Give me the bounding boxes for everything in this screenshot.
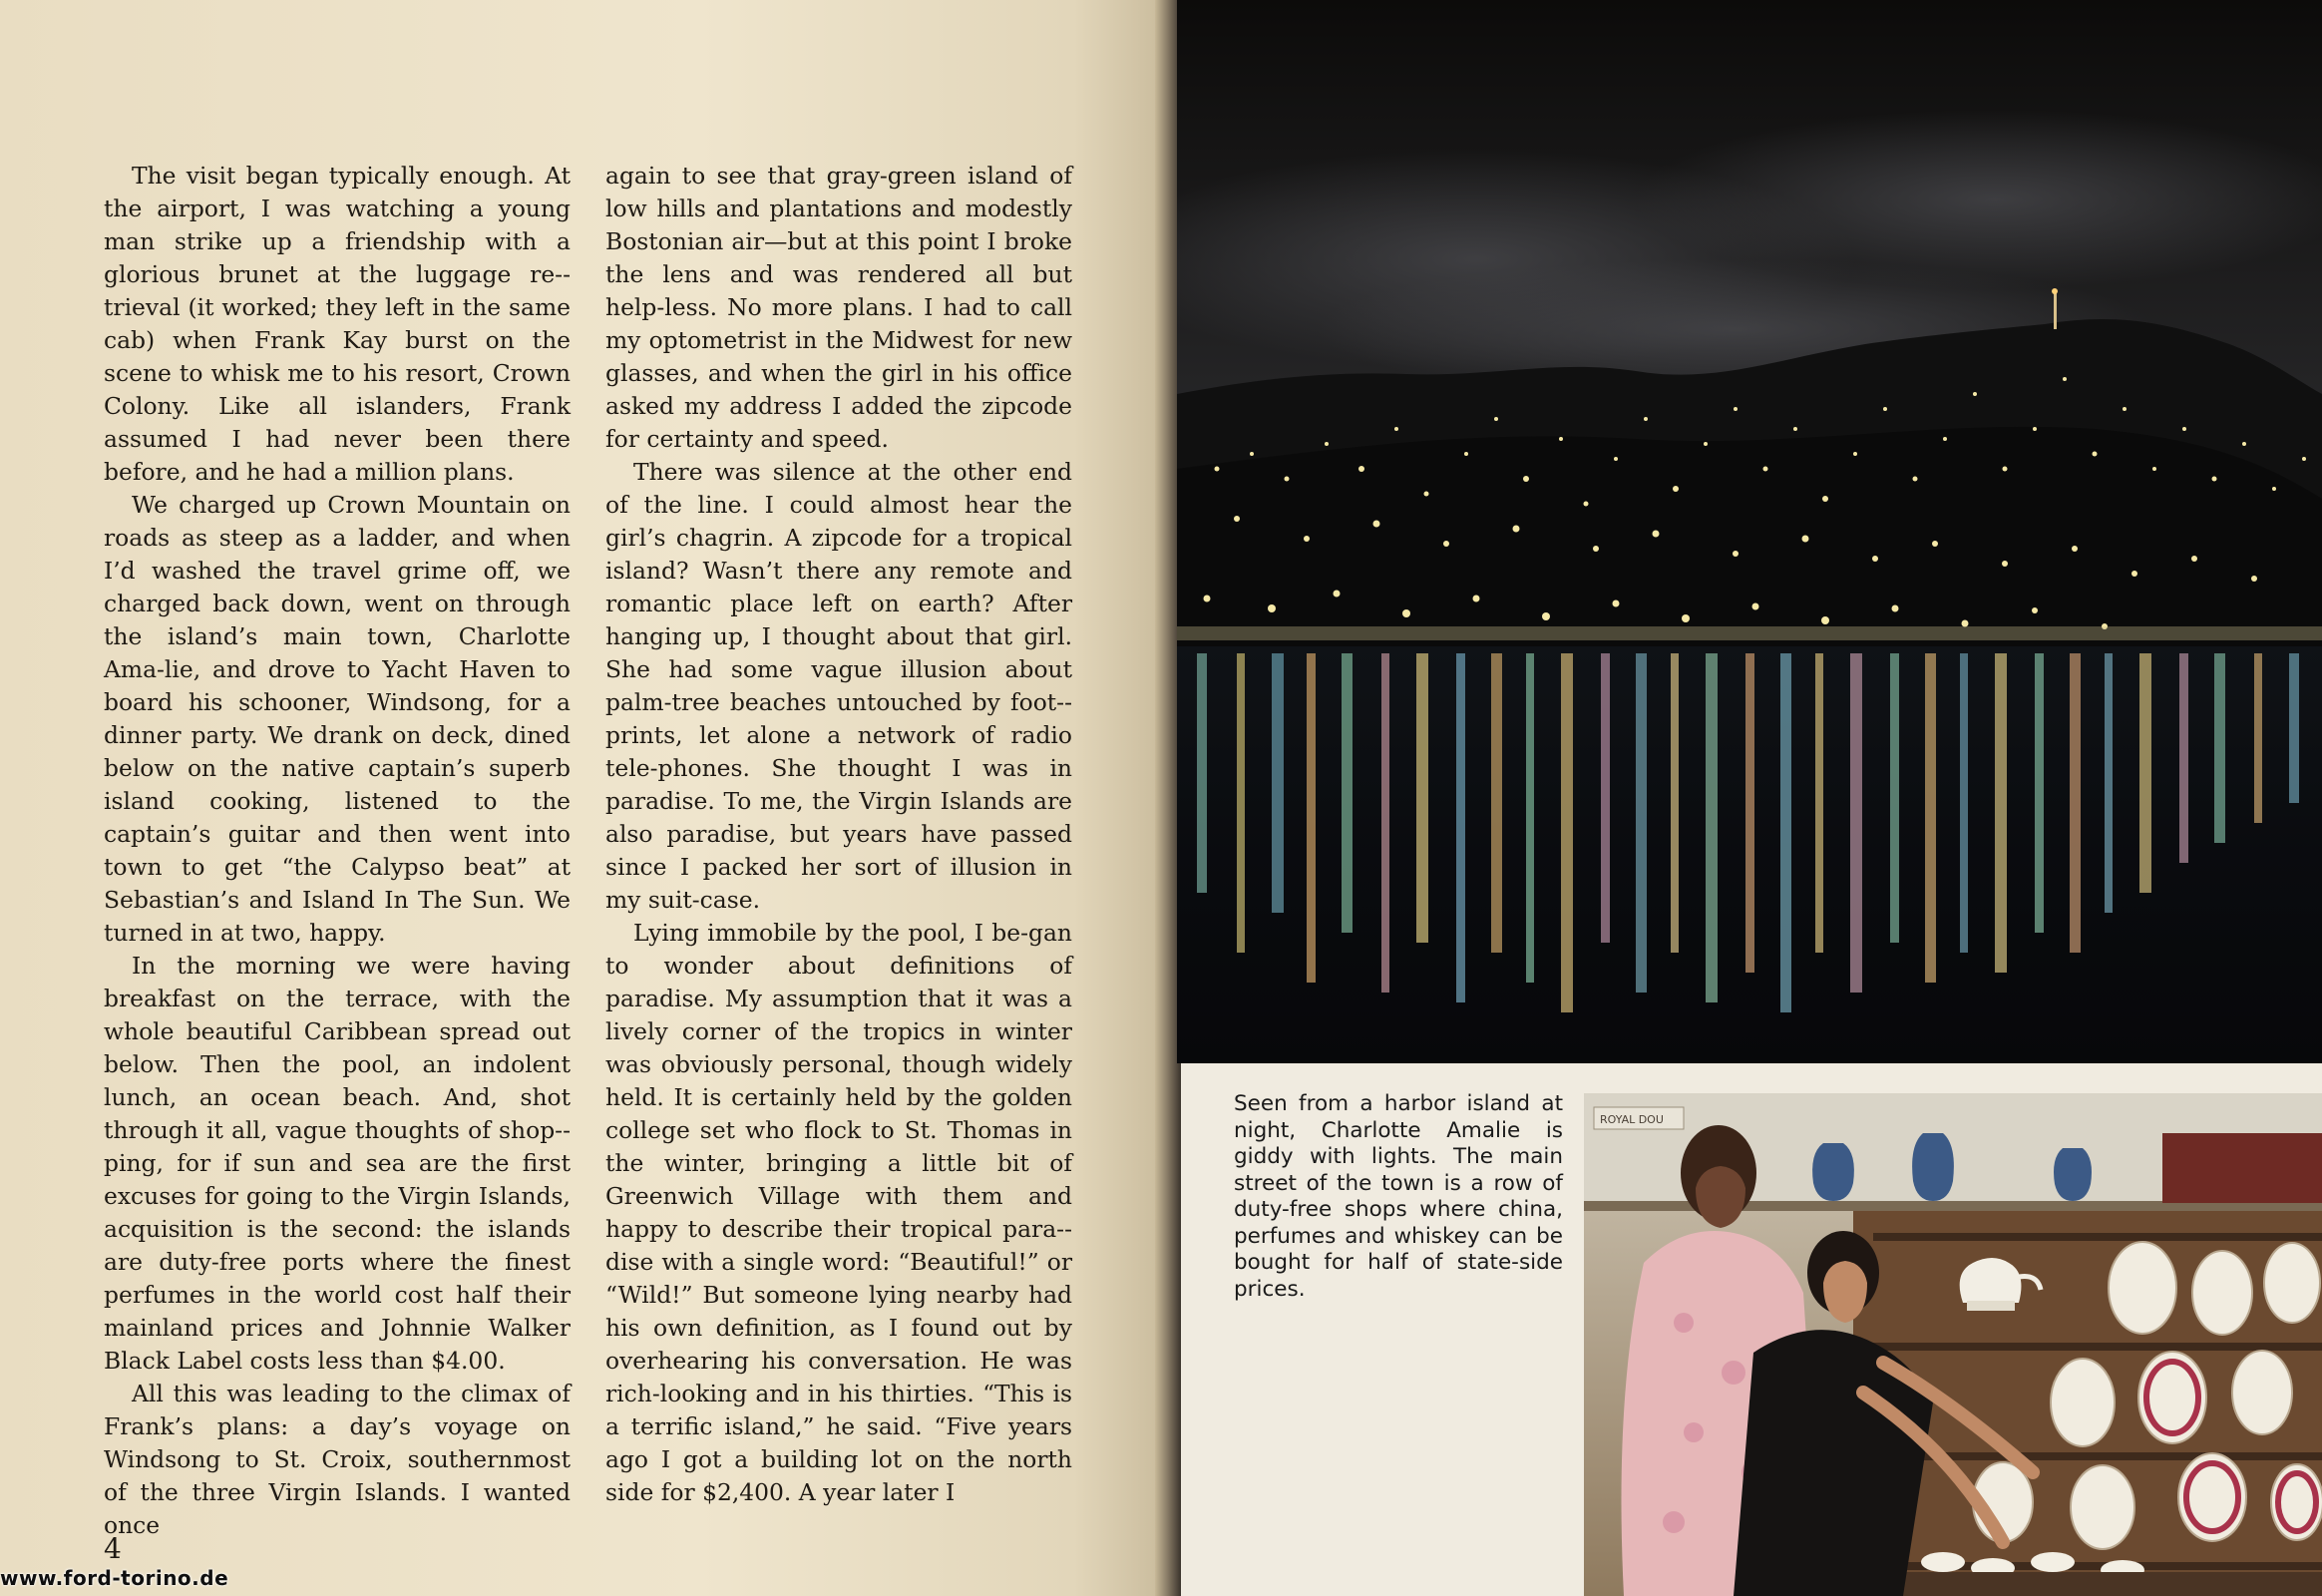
article-column-left [104, 160, 571, 1542]
paragraph: The visit began typically enough. At the airport, I was watching a young man strike up a friendship with a glorious brunet at the luggage re-trieval (it worked; they left in the same cab) when Frank Kay burst on the scene to whisk me to his resort, Crown Colony. Like all islanders, Frank assumed I had never been there before, and he had a million plans. [104, 162, 571, 486]
paragraph: In the morning we were having breakfast on the terrace, with the whole beautiful Caribbean spread out below. Then the pool, an indolent lunch, an ocean beach. And, shot through it all, vague thoughts of shop-ping, for if sun and sea are the first excuses for going to the Virgin Islands, acquisition is the second: the islands are duty-free ports where the finest perfumes in the world cost half their mainland prices and Johnnie Walker Black Label costs less than $4.00. [104, 952, 571, 1375]
paragraph: We charged up Crown Mountain on roads as steep as a ladder, and when I’d washed the travel grime off, we charged back down, went on through the island’s main town, Charlotte Ama-lie, and drove to Yacht Haven to board his schooner, Windsong, for a dinner party. We drank on deck, dined below on the native captain’s superb island cooking, listened to the captain’s guitar and then went into town to get “the Calypso beat” at Sebastian’s and Island In The Sun. We turned in at two, happy. [104, 491, 571, 947]
site-watermark: www.ford-torino.de [0, 1566, 229, 1590]
article-column-right [605, 160, 1072, 1509]
paragraph: again to see that gray-green island of low hills and plantations and modestly Bostonian air—but at this point I broke the lens and was rendered all but help-less. No more plans. I had to call my optometrist in the Midwest for new glasses, and when the girl in his office asked my address I added the zipcode for certainty and speed. [605, 162, 1072, 453]
paragraph: Lying immobile by the pool, I be-gan to wonder about definitions of paradise. My assumption that it was a lively corner of the tropics in winter was obviously personal, though widely held. It is certainly held by the golden college set who flock to St. Thomas in the winter, bringing a little bit of Greenwich Village with them and happy to describe their tropical para-dise with a single word: “Beautiful!” or “Wild!” But someone lying nearby had his own definition, as I found out by overhearing his conversation. He was rich-looking and in his thirties. “This is a terrific island,” he said. “Five years ago I got a building lot on the north side for $2,400. A year later I [605, 919, 1072, 1506]
shop-interior-photo [1584, 1093, 2322, 1596]
shop-sign: ROYAL DOU [1600, 1113, 1664, 1126]
paragraph: All this was leading to the climax of Frank’s plans: a day’s voyage on Windsong to St. Croix, southernmost of the three Virgin Islands. I wanted once [104, 1380, 571, 1539]
photo-caption: Seen from a harbor island at night, Charlotte Amalie is giddy with lights. The main street of the town is a row of duty-free shops where china, perfumes and whiskey can be bought for half of state-side prices. [1234, 1091, 1563, 1302]
page-number: 4 [104, 1532, 122, 1565]
night-harbor-photo [1177, 0, 2322, 1063]
paragraph: There was silence at the other end of the line. I could almost hear the girl’s chagrin. A zipcode for a tropical island? Wasn’t there any remote and romantic place left on earth? After hanging up, I thought about that girl. She had some vague illusion about palm-tree beaches untouched by foot-prints, let alone a network of radio tele-phones. She thought I was in paradise. To me, the Virgin Islands are also paradise, but years have passed since I packed her sort of illusion in my suit-case. [605, 458, 1072, 914]
